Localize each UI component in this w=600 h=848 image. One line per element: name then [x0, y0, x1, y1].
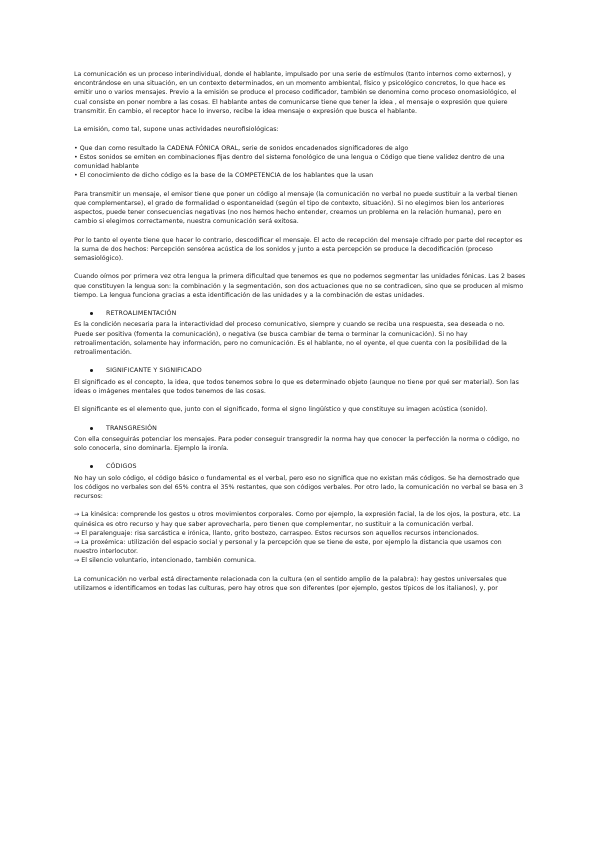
list-item: • Estos sonidos se emiten en combinaciones fijas dentro del sistema fonológico de una lengua o Código que tiene validez dentro de una comunidad hablante	[74, 153, 505, 170]
section-title: RETROALIMENTACIÓN	[106, 310, 177, 318]
reception-paragraph: Por lo tanto el oyente tiene que hacer lo contrario, descodificar el mensaje. El acto de recepción del mensaje cifrado por parte del receptor es la suma de dos hechos: Percepción sensórea acústica de los sonidos y junto a esta percepción se produce la decodificación (proceso semasiológico).	[74, 236, 523, 262]
section-heading-retroalimentacion	[74, 309, 526, 318]
section-title: CÓDIGOS	[106, 463, 137, 471]
section-title: TRANSGRESIÓN	[106, 424, 157, 432]
codigos-body: No hay un solo código, el código básico o fundamental es el verbal, pero eso no significa que no existan más códigos. Se ha demostrado que los códigos no verbales son del 65% contra el 35% restantes, que son códigos verbales. Por otro lado, la comunicación no verbal se basa en 3 recursos:	[74, 474, 524, 500]
list-item: → El silencio voluntario, intencionado, también comunica.	[74, 557, 256, 565]
significado-body: El significado es el concepto, la idea, que todos tenemos sobre lo que es determinado objeto (aunque no tiene por qué ser material). Son las ideas o imágenes mentales que todos tenemos de las cosas.	[74, 378, 519, 395]
list-item: → El paralenguaje: risa sarcástica e irónica, llanto, grito bostezo, carraspeo. Estos recursos son aquellos recursos intencionados.	[74, 529, 479, 537]
section-heading-codigos	[74, 462, 526, 471]
list-item: → La proxémica: utilización del espacio social y personal y la percepción que se tiene de este, por ejemplo la distancia que usamos con nuestro interlocutor.	[74, 538, 502, 556]
list-item: • El conocimiento de dicho código es la base de la COMPETENCIA de los hablantes que la usan	[74, 172, 374, 180]
final-paragraph: La comunicación no verbal está directamente relacionada con la cultura (en el sentido amplio de la palabra): hay gestos universales que utilizamos e identificamos en todas las culturas, pero hay otros que son diferentes (por ejemplo, gestos típicos de los italianos), y, por	[74, 575, 507, 592]
list-item: • Que dan como resultado la CADENA FÓNICA ORAL, serie de sonidos encadenados significadores de algo	[74, 144, 409, 152]
emission-paragraph: La emisión, como tal, supone unas actividades neurofisiológicas:	[74, 126, 279, 134]
bullet-icon	[90, 312, 93, 315]
segmentation-paragraph: Cuando oímos por primera vez otra lengua la primera dificultad que tenemos es que no podemos segmentar las unidades fónicas. Las 2 bases que constituyen la lengua son: la combinación y la segmentación, son dos actuaciones que no se contradicen, sino que se producen al mismo tiempo. La lengua funciona gracias a esta identificación de las unidades y a la combinación de estas unidades.	[74, 273, 526, 299]
transgresion-body: Con ella conseguirás potenciar los mensajes. Para poder conseguir transgredir la norma hay que conocer la perfección la norma o código, no solo conocerla, sino dominarla. Ejemplo la ironía.	[74, 435, 520, 452]
transmit-paragraph: Para transmitir un mensaje, el emisor tiene que poner un código al mensaje (la comunicación no verbal no puede sustituir a la verbal tienen que complementarse), el grado de formalidad o espontaneidad (según el tipo de contexto, situación). Si no elegimos bien los anteriores aspectos, puede tener consecuencias negativas (no nos hemos hecho entender, creamos un problema en la relación humana), pero en cambio si elegimos correctamente, nuestra comunicación será exitosa.	[74, 190, 518, 226]
section-title: SIGNIFICANTE Y SIGNIFICADO	[106, 367, 202, 375]
section-heading-significante	[74, 366, 526, 375]
intro-paragraph: La comunicación es un proceso interindividual, donde el hablante, impulsado por una serie de estímulos (tanto internos como externos), y encontrándose en una situación, en un contexto determinados, en un momento ambiental, físico y psicológico concretos, lo que hace es emitir uno o varios mensajes. Previo a la emisión se produce el proceso codificador, también se denomina como proceso onomasiológico, el cual consiste en poner nombre a las cosas. El hablante antes de comunicarse tiene que tener la idea , el mensaje o expresión que quiere transmitir. En cambio, el receptor hace lo inverso, recibe la idea mensaje o expresión que busca el hablante.	[74, 71, 517, 115]
bullet-icon	[90, 427, 93, 430]
section-heading-transgresion	[74, 424, 526, 433]
bullet-icon	[90, 465, 93, 468]
bullet-icon	[90, 369, 93, 372]
list-item: → La kinésica: comprende los gestos u otros movimientos corporales. Como por ejemplo, la expresión facial, la de los ojos, la postura, etc. La quinésica es otro recurso y hay que saber aprovecharla, pero tienen que complementar, no sustituir a la comunicación verbal.	[74, 511, 521, 528]
retroalimentacion-body: Es la condición necesaria para la interactividad del proceso comunicativo, siempre y cuando se reciba una respuesta, sea deseada o no. Puede ser positiva (fomenta la comunicación), o negativa (se busca cambiar de tema o terminar la comunicación). Si no hay retroalimentación, solamente hay información, pero no comunicación. Es el hablante, no el oyente, el que cuenta con la posibilidad de la retroalimentación.	[74, 321, 507, 356]
significante-body: El significante es el elemento que, junto con el significado, forma el signo lingüístico y que constituye su imagen acústica (sonido).	[74, 406, 488, 414]
